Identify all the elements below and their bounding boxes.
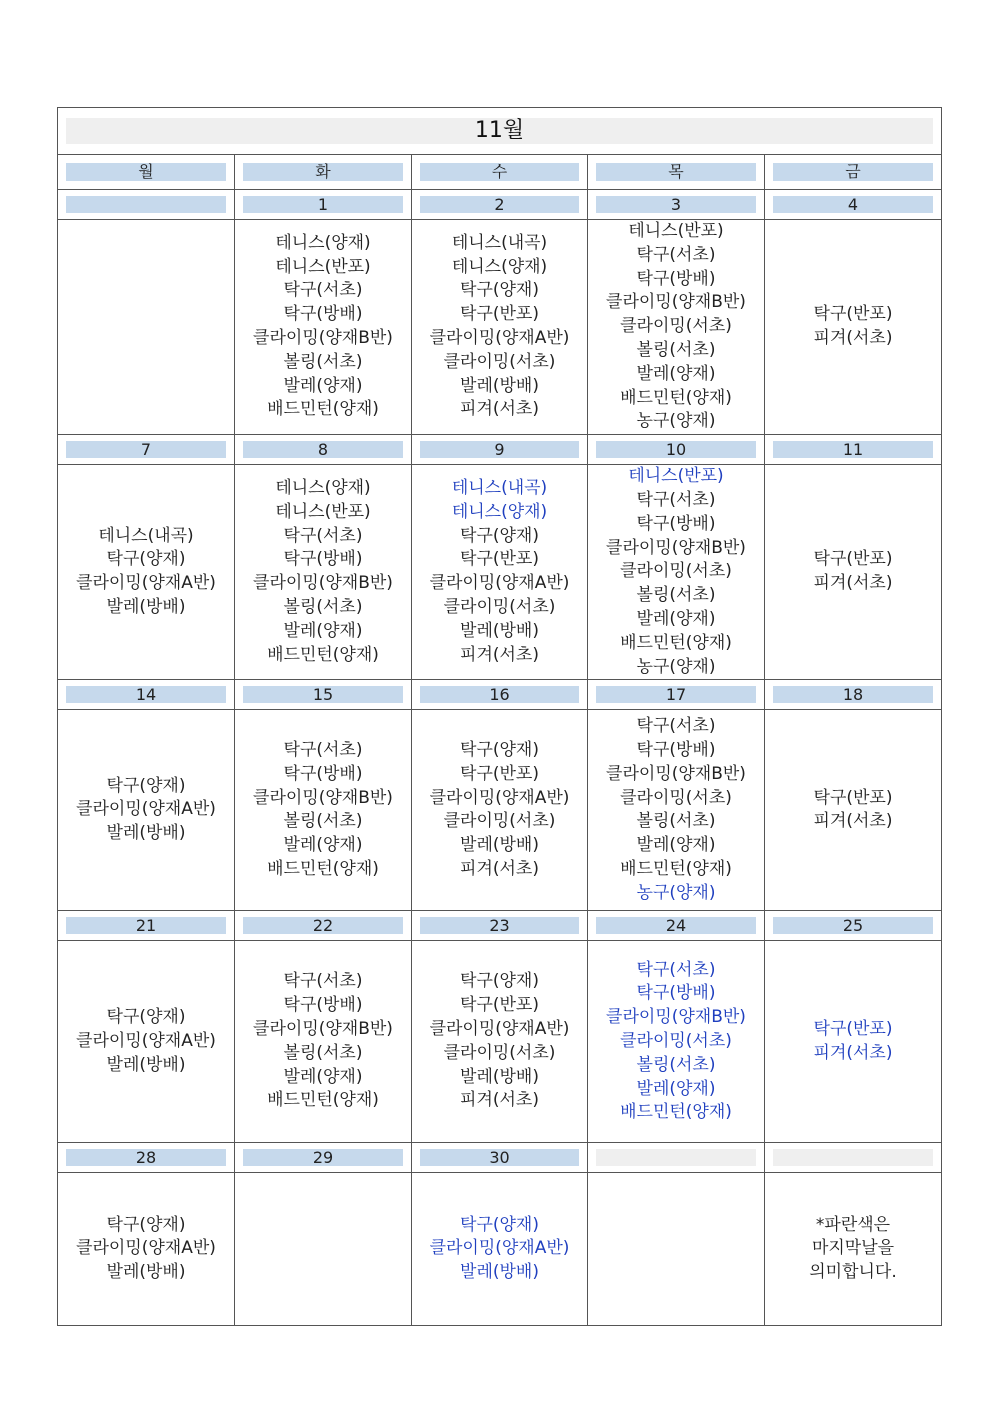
calendar-table — [57, 107, 942, 1326]
date-number: 21 — [66, 917, 226, 934]
day-activities-cell — [412, 941, 588, 1143]
day-activities-cell — [235, 465, 412, 680]
activity-item: 탁구(반포) — [460, 763, 539, 784]
date-number — [773, 1149, 933, 1166]
activity-item: 클라이밍(서초) — [443, 811, 556, 832]
day-activities-cell — [235, 941, 412, 1143]
activity-item: 피겨(서초) — [460, 399, 539, 420]
date-number: 28 — [66, 1149, 226, 1166]
day-activities-cell — [58, 710, 235, 911]
date-number: 10 — [596, 441, 756, 458]
date-cell — [412, 680, 588, 710]
date-number: 17 — [596, 686, 756, 703]
activity-item: 탁구(양재) — [106, 1007, 186, 1028]
activity-item: 볼링(서초) — [636, 585, 716, 606]
day-activities-cell — [588, 465, 765, 680]
activity-item: 탁구(양재) — [460, 280, 539, 301]
date-number: 29 — [243, 1149, 403, 1166]
activity-item: 발레(양재) — [636, 1078, 716, 1099]
activity-item: 클라이밍(양재B반) — [606, 292, 746, 313]
date-number: 22 — [243, 917, 403, 934]
day-activities-cell — [588, 1173, 765, 1326]
activity-item: 배드민턴(양재) — [267, 1090, 379, 1111]
activity-row — [58, 465, 942, 680]
activity-item: 클라이밍(양재A반) — [76, 1238, 216, 1259]
date-cell — [412, 911, 588, 941]
activity-row — [58, 941, 942, 1143]
day-activities-cell — [588, 710, 765, 911]
date-cell — [765, 1143, 942, 1173]
activity-item: 볼링(서초) — [283, 1042, 363, 1063]
activity-item: 탁구(반포) — [813, 787, 893, 808]
day-activities-cell — [235, 1173, 412, 1326]
day-activities-cell — [235, 220, 412, 435]
date-number: 7 — [66, 441, 226, 458]
activity-item: 클라이밍(양재A반) — [429, 1238, 570, 1259]
activity-item: 탁구(반포) — [813, 304, 893, 325]
activity-item: 클라이밍(서초) — [443, 351, 556, 372]
activity-item: 피겨(서초) — [460, 858, 539, 879]
activity-item: 클라이밍(양재B반) — [606, 763, 746, 784]
date-row — [58, 190, 942, 220]
weekday-header-cell — [588, 155, 765, 190]
day-activities-cell — [58, 941, 235, 1143]
date-number: 2 — [420, 196, 579, 213]
day-activities-cell — [765, 710, 942, 911]
activity-item: 클라이밍(양재B반) — [606, 537, 746, 558]
activity-item: 발레(방배) — [106, 1262, 186, 1283]
activity-item: 클라이밍(양재A반) — [76, 799, 216, 820]
day-activities-cell — [412, 220, 588, 435]
date-cell — [588, 1143, 765, 1173]
activity-item: 클라이밍(서초) — [620, 561, 732, 582]
activity-item: 탁구(양재) — [460, 739, 539, 760]
activity-item: 볼링(서초) — [636, 339, 716, 360]
note-line: *파란색은 — [815, 1214, 891, 1235]
activity-item: 발레(방배) — [460, 1066, 539, 1087]
date-number: 3 — [596, 196, 756, 213]
activity-item: 탁구(서초) — [636, 489, 716, 510]
activity-item: 탁구(반포) — [813, 549, 893, 570]
activity-item: 테니스(내곡) — [451, 232, 548, 253]
activity-item: 클라이밍(양재A반) — [429, 787, 570, 808]
day-activities-cell — [235, 710, 412, 911]
activity-item: 테니스(반포) — [275, 256, 371, 277]
activity-item: 탁구(서초) — [283, 739, 363, 760]
activity-item: 클라이밍(양재B반) — [606, 1007, 746, 1028]
activity-item: 발레(방배) — [106, 823, 186, 844]
activity-item: 발레(양재) — [283, 835, 363, 856]
activity-item: 농구(양재) — [636, 411, 716, 432]
activity-item: 농구(양재) — [636, 882, 716, 903]
activity-item: 탁구(반포) — [460, 549, 539, 570]
activity-item: 탁구(방배) — [283, 304, 363, 325]
month-title-cell — [58, 108, 942, 155]
date-number: 14 — [66, 686, 226, 703]
date-cell — [765, 435, 942, 465]
date-cell — [235, 435, 412, 465]
activity-item: 배드민턴(양재) — [620, 387, 732, 408]
date-cell — [58, 435, 235, 465]
activity-row — [58, 1173, 942, 1326]
date-cell — [588, 911, 765, 941]
date-number: 8 — [243, 441, 403, 458]
date-row — [58, 680, 942, 710]
activity-item: 탁구(양재) — [460, 971, 539, 992]
activity-item: 농구(양재) — [636, 656, 716, 677]
month-title: 11월 — [66, 118, 933, 144]
activity-item: 클라이밍(양재B반) — [253, 787, 393, 808]
weekday-header: 금 — [773, 163, 933, 181]
activity-item: 배드민턴(양재) — [267, 644, 379, 665]
weekday-header: 월 — [66, 163, 226, 181]
day-activities-cell — [58, 465, 235, 680]
activity-item: 탁구(양재) — [106, 1214, 186, 1235]
activity-item: 볼링(서초) — [283, 811, 363, 832]
activity-item: 피겨(서초) — [460, 1090, 539, 1111]
activity-item: 탁구(방배) — [636, 983, 716, 1004]
date-number: 23 — [420, 917, 579, 934]
activity-item: 발레(방배) — [106, 597, 186, 618]
activity-row — [58, 220, 942, 435]
activity-item: 탁구(서초) — [283, 280, 363, 301]
activity-item: 탁구(양재) — [106, 549, 186, 570]
activity-item: 클라이밍(양재A반) — [429, 1019, 570, 1040]
day-activities-cell — [412, 465, 588, 680]
activity-item: 클라이밍(양재A반) — [429, 328, 570, 349]
activity-item: 클라이밍(양재B반) — [253, 573, 393, 594]
activity-item: 테니스(반포) — [628, 466, 724, 487]
date-number: 1 — [243, 196, 403, 213]
activity-item: 피겨(서초) — [460, 644, 539, 665]
weekday-header: 화 — [243, 163, 403, 181]
date-cell — [765, 911, 942, 941]
activity-item: 클라이밍(서초) — [443, 1042, 556, 1063]
date-number: 4 — [773, 196, 933, 213]
activity-item: 클라이밍(양재B반) — [253, 328, 393, 349]
activity-item: 볼링(서초) — [283, 351, 363, 372]
day-activities-cell — [588, 220, 765, 435]
activity-item: 테니스(반포) — [628, 221, 724, 241]
date-cell — [588, 680, 765, 710]
date-cell — [235, 190, 412, 220]
activity-item: 볼링(서초) — [636, 811, 716, 832]
note-line: 의미합니다. — [809, 1262, 897, 1283]
activity-row — [58, 710, 942, 911]
date-number: 18 — [773, 686, 933, 703]
date-cell — [58, 1143, 235, 1173]
activity-item: 테니스(양재) — [275, 478, 371, 499]
date-row — [58, 435, 942, 465]
weekday-header-cell — [58, 155, 235, 190]
date-cell — [412, 1143, 588, 1173]
date-cell — [58, 911, 235, 941]
activity-item: 클라이밍(양재A반) — [429, 573, 570, 594]
activity-item: 볼링(서초) — [636, 1054, 716, 1075]
day-activities-cell — [765, 1173, 942, 1326]
activity-item: 탁구(방배) — [636, 513, 716, 534]
activity-item: 클라이밍(양재A반) — [76, 573, 216, 594]
activity-item: 발레(방배) — [460, 620, 539, 641]
activity-item: 테니스(양재) — [451, 501, 548, 522]
date-number — [66, 196, 226, 213]
date-cell — [58, 190, 235, 220]
activity-item: 테니스(내곡) — [98, 525, 194, 546]
activity-item: 발레(방배) — [106, 1054, 186, 1075]
date-cell — [588, 435, 765, 465]
activity-item: 탁구(서초) — [636, 959, 716, 980]
activity-item: 클라이밍(서초) — [443, 597, 556, 618]
activity-item: 클라이밍(양재A반) — [76, 1030, 216, 1051]
activity-item: 발레(양재) — [283, 620, 363, 641]
activity-item: 배드민턴(양재) — [620, 1102, 732, 1123]
activity-item: 배드민턴(양재) — [620, 858, 732, 879]
date-cell — [765, 680, 942, 710]
date-cell — [235, 911, 412, 941]
activity-item: 발레(양재) — [636, 835, 716, 856]
activity-item: 배드민턴(양재) — [267, 399, 379, 420]
date-number: 30 — [420, 1149, 579, 1166]
date-number: 25 — [773, 917, 933, 934]
day-activities-cell — [765, 941, 942, 1143]
weekday-header-cell — [235, 155, 412, 190]
activity-item: 배드민턴(양재) — [620, 632, 732, 653]
day-activities-cell — [412, 1173, 588, 1326]
day-activities-cell — [588, 941, 765, 1143]
date-cell — [235, 680, 412, 710]
date-number: 24 — [596, 917, 756, 934]
activity-item: 탁구(방배) — [636, 739, 716, 760]
activity-item: 탁구(방배) — [283, 549, 363, 570]
activity-item: 볼링(서초) — [283, 597, 363, 618]
date-row — [58, 1143, 942, 1173]
activity-item: 클라이밍(서초) — [620, 1030, 732, 1051]
activity-item: 테니스(양재) — [275, 232, 371, 253]
activity-item: 피겨(서초) — [813, 573, 893, 594]
activity-item: 발레(방배) — [460, 835, 539, 856]
activity-item: 탁구(반포) — [813, 1019, 893, 1040]
date-cell — [412, 190, 588, 220]
activity-item: 테니스(내곡) — [451, 478, 548, 499]
date-cell — [588, 190, 765, 220]
day-activities-cell — [58, 1173, 235, 1326]
weekday-header-cell — [412, 155, 588, 190]
date-number: 9 — [420, 441, 579, 458]
activity-item: 발레(방배) — [460, 375, 539, 396]
date-cell — [412, 435, 588, 465]
activity-item: 탁구(반포) — [460, 304, 539, 325]
activity-item: 피겨(서초) — [813, 811, 893, 832]
activity-item: 발레(양재) — [636, 608, 716, 629]
date-number: 11 — [773, 441, 933, 458]
activity-item: 발레(양재) — [283, 1066, 363, 1087]
date-number: 16 — [420, 686, 579, 703]
day-activities-cell — [58, 220, 235, 435]
activity-item: 탁구(서초) — [636, 716, 716, 737]
activity-item: 탁구(방배) — [636, 268, 716, 289]
date-row — [58, 911, 942, 941]
activity-item: 탁구(양재) — [106, 775, 186, 796]
note-line: 마지막날을 — [811, 1238, 895, 1259]
activity-item: 탁구(서초) — [636, 244, 716, 265]
date-number — [596, 1149, 756, 1166]
weekday-header-cell — [765, 155, 942, 190]
activity-item: 테니스(반포) — [275, 501, 371, 522]
date-cell — [58, 680, 235, 710]
activity-item: 발레(양재) — [636, 363, 716, 384]
activity-item: 탁구(양재) — [460, 525, 539, 546]
activity-item: 클라이밍(양재B반) — [253, 1019, 393, 1040]
activity-item: 발레(방배) — [460, 1262, 539, 1283]
date-number: 15 — [243, 686, 403, 703]
weekday-header: 목 — [596, 163, 756, 181]
activity-item: 탁구(방배) — [283, 995, 363, 1016]
activity-item: 클라이밍(서초) — [620, 316, 732, 337]
activity-item: 탁구(양재) — [460, 1214, 539, 1235]
weekday-header: 수 — [420, 163, 579, 181]
day-activities-cell — [765, 465, 942, 680]
activity-item: 탁구(서초) — [283, 971, 363, 992]
activity-item: 탁구(반포) — [460, 995, 539, 1016]
day-activities-cell — [765, 220, 942, 435]
activity-item: 피겨(서초) — [813, 328, 893, 349]
activity-item: 발레(양재) — [283, 375, 363, 396]
activity-item: 테니스(양재) — [451, 256, 548, 277]
date-cell — [765, 190, 942, 220]
activity-item: 배드민턴(양재) — [267, 858, 379, 879]
activity-item: 피겨(서초) — [813, 1042, 893, 1063]
activity-item: 탁구(방배) — [283, 763, 363, 784]
day-activities-cell — [412, 710, 588, 911]
activity-item: 탁구(서초) — [283, 525, 363, 546]
date-cell — [235, 1143, 412, 1173]
activity-item: 클라이밍(서초) — [620, 787, 732, 808]
